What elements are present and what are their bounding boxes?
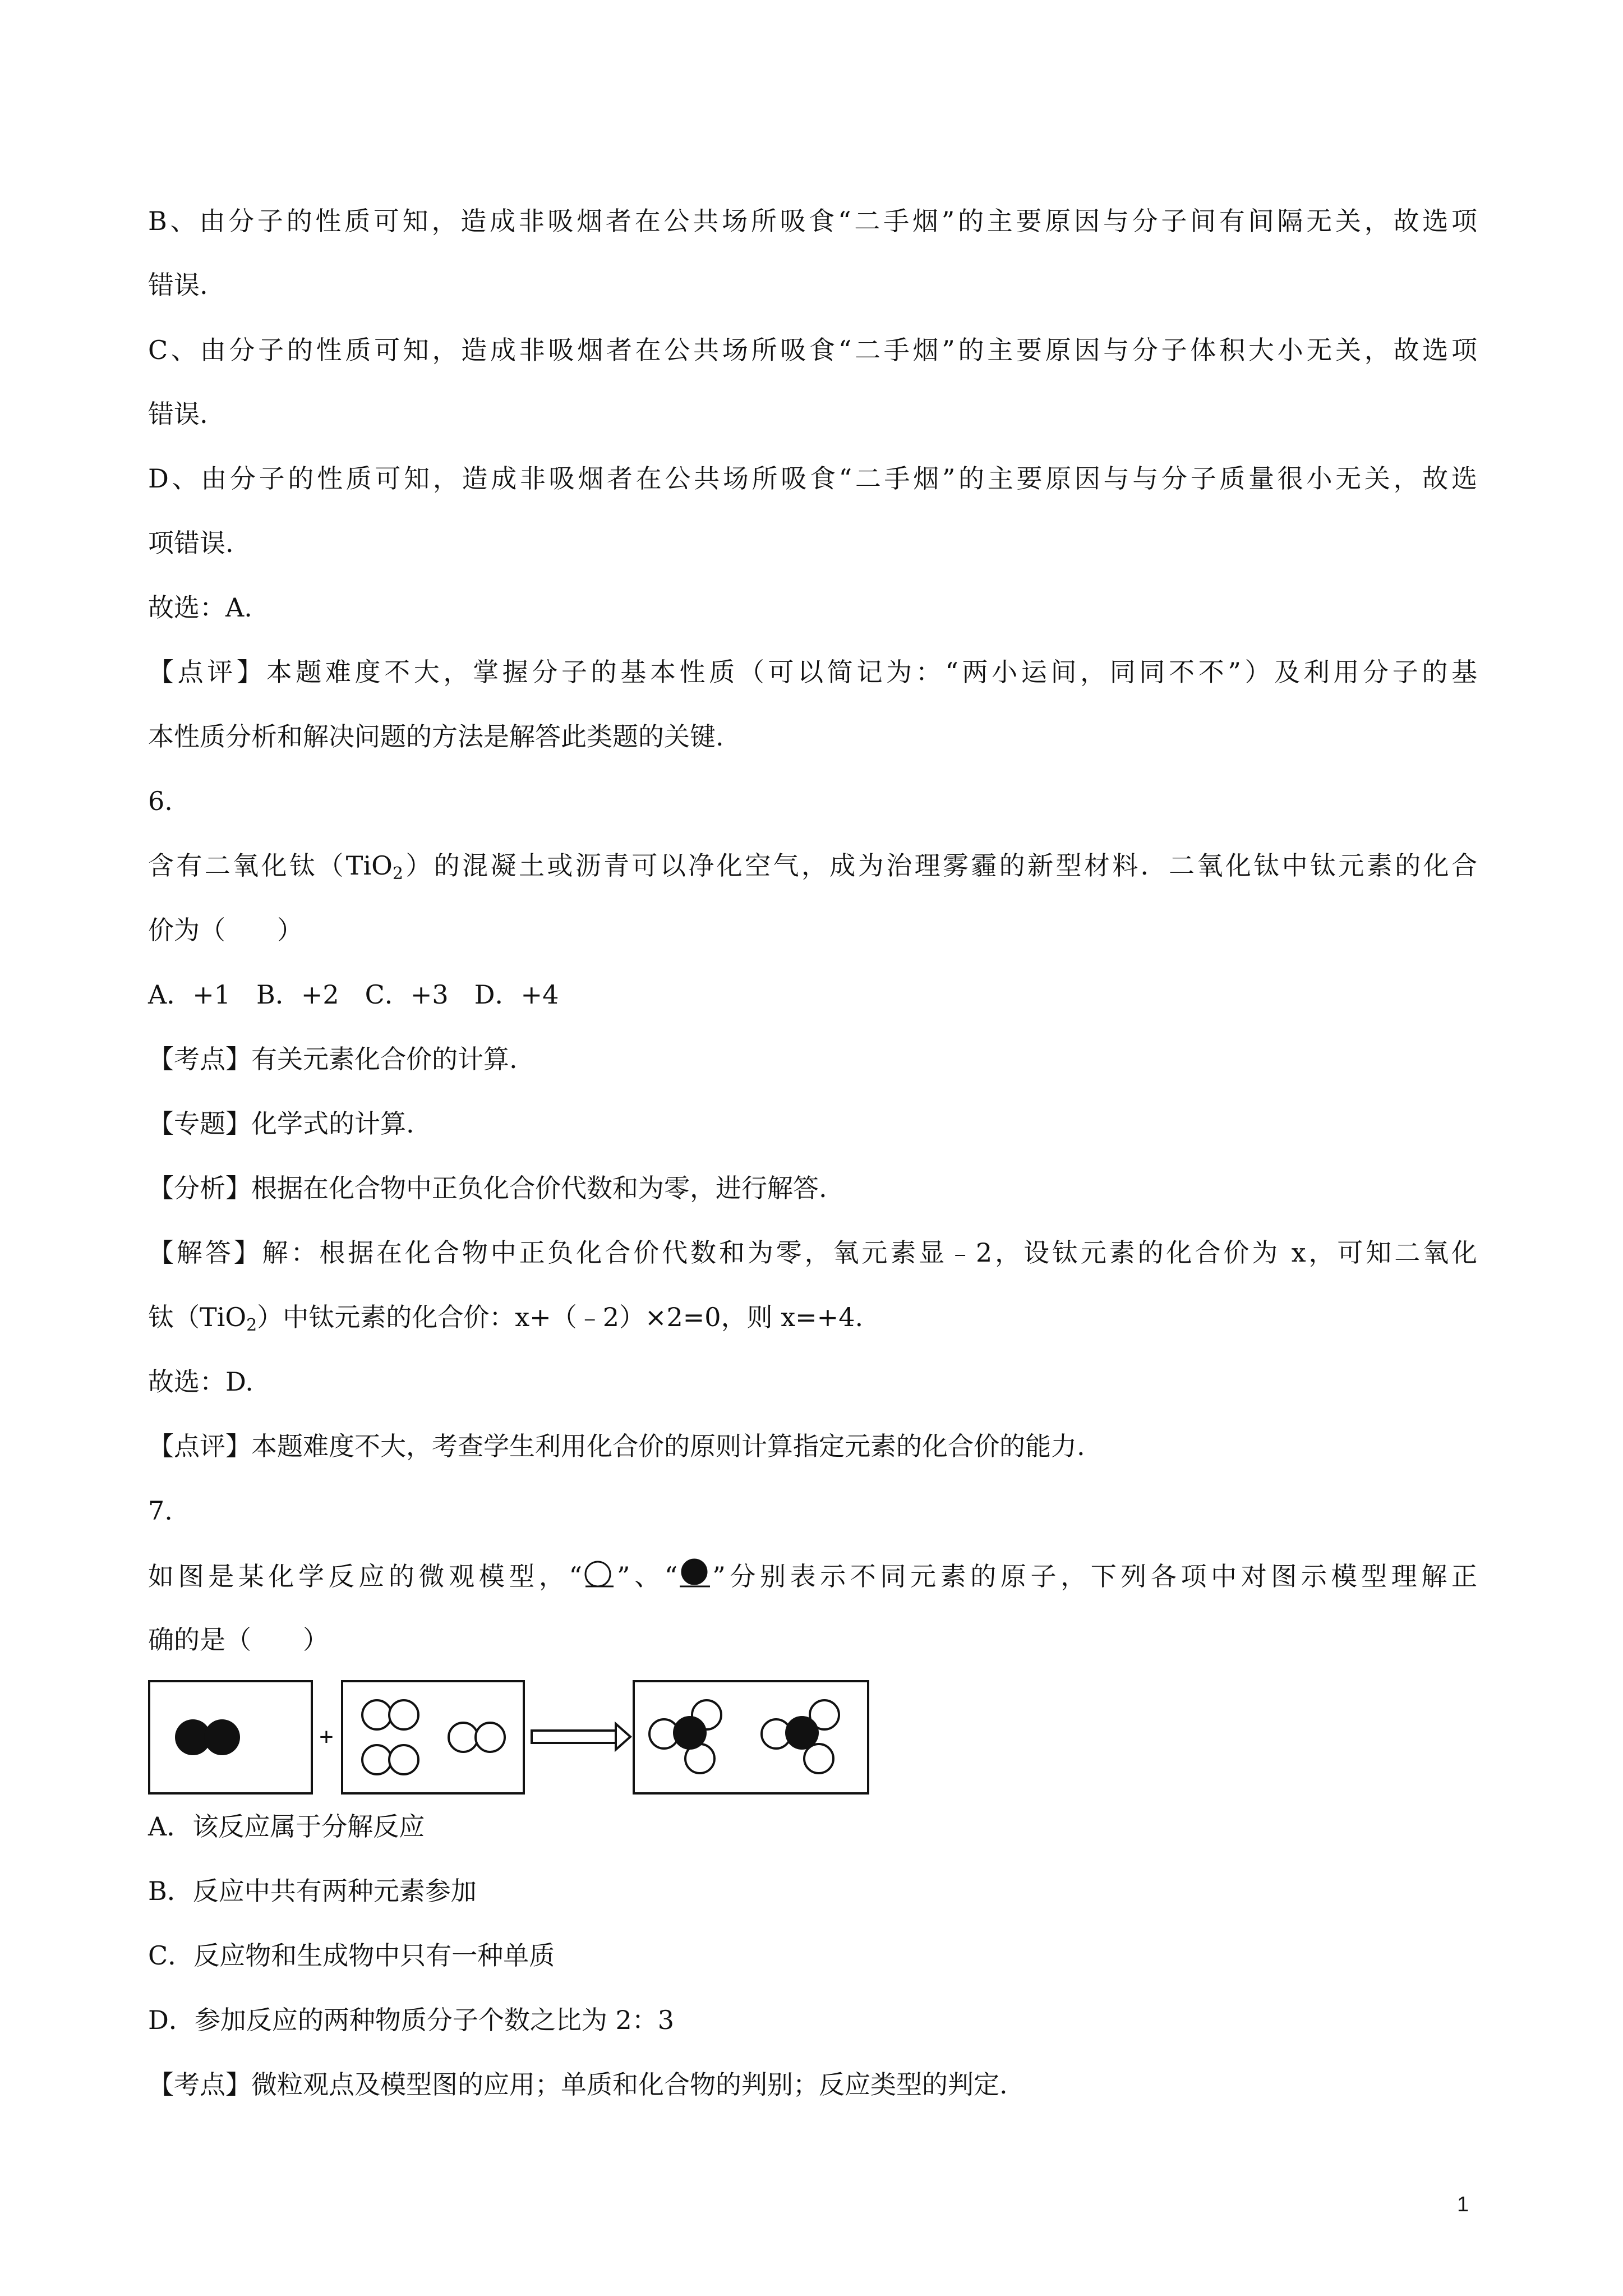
question-stem bbox=[148, 1558, 1477, 1595]
question-stem bbox=[148, 849, 1477, 882]
black-atom-icon bbox=[677, 1558, 712, 1595]
white-atom bbox=[362, 1745, 391, 1774]
text-segment: 含有二氧化钛（TiO bbox=[148, 850, 393, 881]
text-line: 错误. bbox=[148, 270, 208, 300]
subscript: 2 bbox=[392, 864, 403, 884]
text-line: 【解答】解：根据在化合物中正负化合价代数和为零，氧元素显﹣2，设钛元素的化合价为 x，可知二氧化 bbox=[148, 1237, 1477, 1268]
text-line: D、由分子的性质可知，造成非吸烟者在公共场所吸食“二手烟”的主要原因与与分子质量很小无关，故选 bbox=[148, 463, 1477, 494]
answer-option: C．反应物和生成物中只有一种单质 bbox=[148, 1940, 555, 1971]
answer-options: A．+1 B．+2 C．+3 D．+4 bbox=[148, 979, 559, 1010]
reactant-box-1 bbox=[149, 1681, 312, 1793]
white-atom-icon bbox=[582, 1558, 617, 1595]
text-line: 【点评】本题难度不大，考查学生利用化合价的原则计算指定元素的化合价的能力. bbox=[148, 1431, 1085, 1461]
white-atom bbox=[362, 1700, 391, 1729]
text-segment: ）中钛元素的化合价：x+（﹣2）×2=0，则 x=+4. bbox=[257, 1302, 864, 1332]
text-segment: 钛（TiO bbox=[148, 1302, 247, 1332]
text-segment: ）的混凝土或沥青可以净化空气，成为治理雾霾的新型材料．二氧化钛中钛元素的化合 bbox=[403, 850, 1477, 881]
plus-sign: + bbox=[319, 1723, 334, 1751]
text-line: 【考点】有关元素化合价的计算. bbox=[148, 1044, 518, 1074]
text-line: 故选：A. bbox=[148, 592, 252, 623]
subscript: 2 bbox=[246, 1315, 257, 1335]
text-line: 本性质分析和解决问题的方法是解答此类题的关键. bbox=[148, 721, 724, 752]
question-number: 6. bbox=[148, 786, 173, 816]
white-atom bbox=[389, 1745, 418, 1774]
answer-option: B．反应中共有两种元素参加 bbox=[148, 1876, 477, 1906]
text-line: 项错误. bbox=[148, 528, 234, 558]
question-number: 7. bbox=[148, 1496, 173, 1526]
text-line: 确的是（ ） bbox=[148, 1625, 329, 1655]
reactant-box-2 bbox=[342, 1681, 524, 1793]
text-line: B、由分子的性质可知，造成非吸烟者在公共场所吸食“二手烟”的主要原因与分子间有间隔无关，故选项 bbox=[148, 206, 1477, 236]
reaction-diagram bbox=[148, 1680, 872, 1801]
text-line: 【点评】本题难度不大，掌握分子的基本性质（可以简记为：“两小运间，同同不不”）及利用分子的基 bbox=[148, 657, 1477, 687]
text-line: C、由分子的性质可知，造成非吸烟者在公共场所吸食“二手烟”的主要原因与分子体积大小无关，故选项 bbox=[148, 335, 1477, 365]
text-line: 错误. bbox=[148, 399, 208, 429]
answer-option: A．该反应属于分解反应 bbox=[148, 1811, 425, 1842]
text-line: 【分析】根据在化合物中正负化合价代数和为零，进行解答. bbox=[148, 1173, 827, 1203]
text-line bbox=[148, 1300, 863, 1334]
page-number: 1 bbox=[1457, 2193, 1469, 2216]
text-segment: ”分别表示不同元素的原子，下列各项中对图示模型理解正 bbox=[712, 1561, 1477, 1591]
black-atom bbox=[673, 1716, 707, 1750]
arrow-right-icon bbox=[532, 1724, 630, 1750]
text-segment: 如图是某化学反应的微观模型，“ bbox=[148, 1561, 583, 1591]
white-atom bbox=[389, 1700, 418, 1729]
product-box bbox=[634, 1681, 868, 1793]
white-atom bbox=[449, 1723, 478, 1752]
black-atom bbox=[204, 1719, 240, 1755]
text-line: 价为（ ） bbox=[148, 915, 303, 945]
text-line: 【考点】微粒观点及模型图的应用；单质和化合物的判别；反应类型的判定. bbox=[148, 2069, 1008, 2100]
reaction-diagram-svg bbox=[148, 1680, 872, 1799]
answer-option: D．参加反应的两种物质分子个数之比为 2：3 bbox=[148, 2005, 675, 2035]
white-atom bbox=[476, 1723, 505, 1752]
text-line: 【专题】化学式的计算. bbox=[148, 1108, 414, 1139]
black-atom bbox=[785, 1716, 819, 1750]
text-line: 故选：D. bbox=[148, 1366, 253, 1397]
text-segment: ”、“ bbox=[617, 1561, 678, 1591]
white-atom bbox=[804, 1744, 833, 1773]
